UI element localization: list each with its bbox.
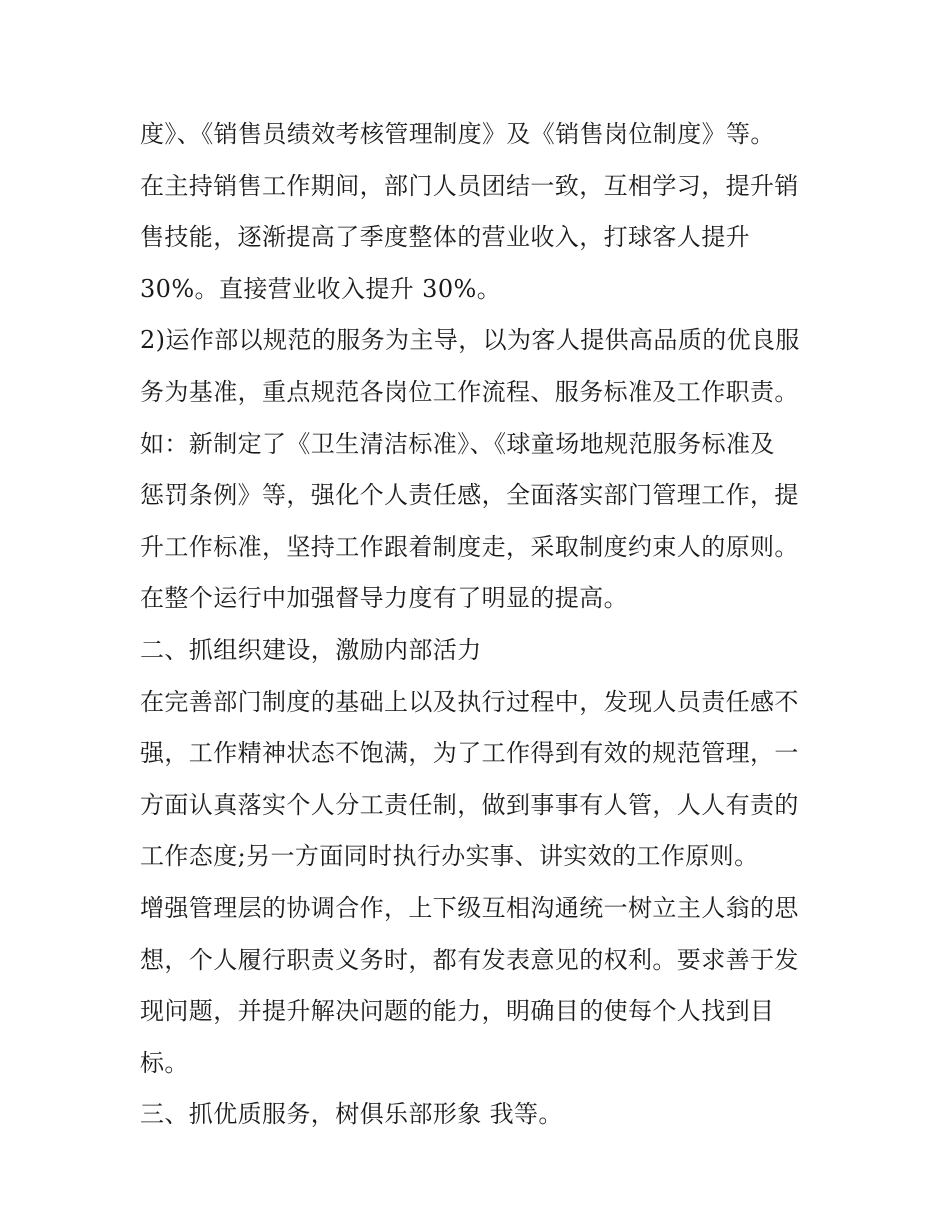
text-line: 方面认真落实个人分工责任制，做到事事有人管，人人有责的 bbox=[140, 790, 799, 819]
text-line: 强，工作精神状态不饱满，为了工作得到有效的规范管理，一 bbox=[140, 739, 799, 768]
text-line: 在整个运行中加强督导力度有了明显的提高。 bbox=[140, 584, 628, 613]
section-heading: 二、抓组织建设，激励内部活力 bbox=[140, 635, 482, 664]
text-line: 标。 bbox=[140, 1048, 189, 1077]
text-line: 增强管理层的协调合作，上下级互相沟通统一树立主人翁的思 bbox=[140, 893, 799, 922]
text-line: 务为基准，重点规范各岗位工作流程、服务标准及工作职责。 bbox=[140, 377, 799, 406]
text-line: 如：新制定了《卫生清洁标准》、《球童场地规范服务标准及 bbox=[140, 429, 775, 458]
text-line: 工作态度;另一方面同时执行办实事、讲实效的工作原则。 bbox=[140, 842, 759, 871]
text-line: 惩罚条例》等，强化个人责任感，全面落实部门管理工作，提 bbox=[140, 481, 799, 510]
section-heading: 三、抓优质服务，树俱乐部形象 我等。 bbox=[140, 1100, 563, 1129]
document-body bbox=[140, 109, 820, 1141]
text-line: 在完善部门制度的基础上以及执行过程中，发现人员责任感不 bbox=[140, 687, 799, 716]
text-line: 在主持销售工作期间，部门人员团结一致，互相学习，提升销 bbox=[140, 171, 799, 200]
text-line: 2)运作部以规范的服务为主导，以为客人提供高品质的优良服 bbox=[140, 326, 800, 355]
text-line: 售技能，逐渐提高了季度整体的营业收入，打球客人提升 bbox=[140, 223, 750, 252]
text-line: 30%。直接营业收入提升 30%。 bbox=[140, 274, 502, 303]
text-line: 想，个人履行职责义务时，都有发表意见的权利。要求善于发 bbox=[140, 945, 799, 974]
text-line: 升工作标准，坚持工作跟着制度走，采取制度约束人的原则。 bbox=[140, 532, 799, 561]
text-line: 度》、《销售员绩效考核管理制度》及《销售岗位制度》等。 bbox=[140, 120, 775, 148]
text-line: 现问题，并提升解决问题的能力，明确目的使每个人找到目 bbox=[140, 997, 775, 1026]
